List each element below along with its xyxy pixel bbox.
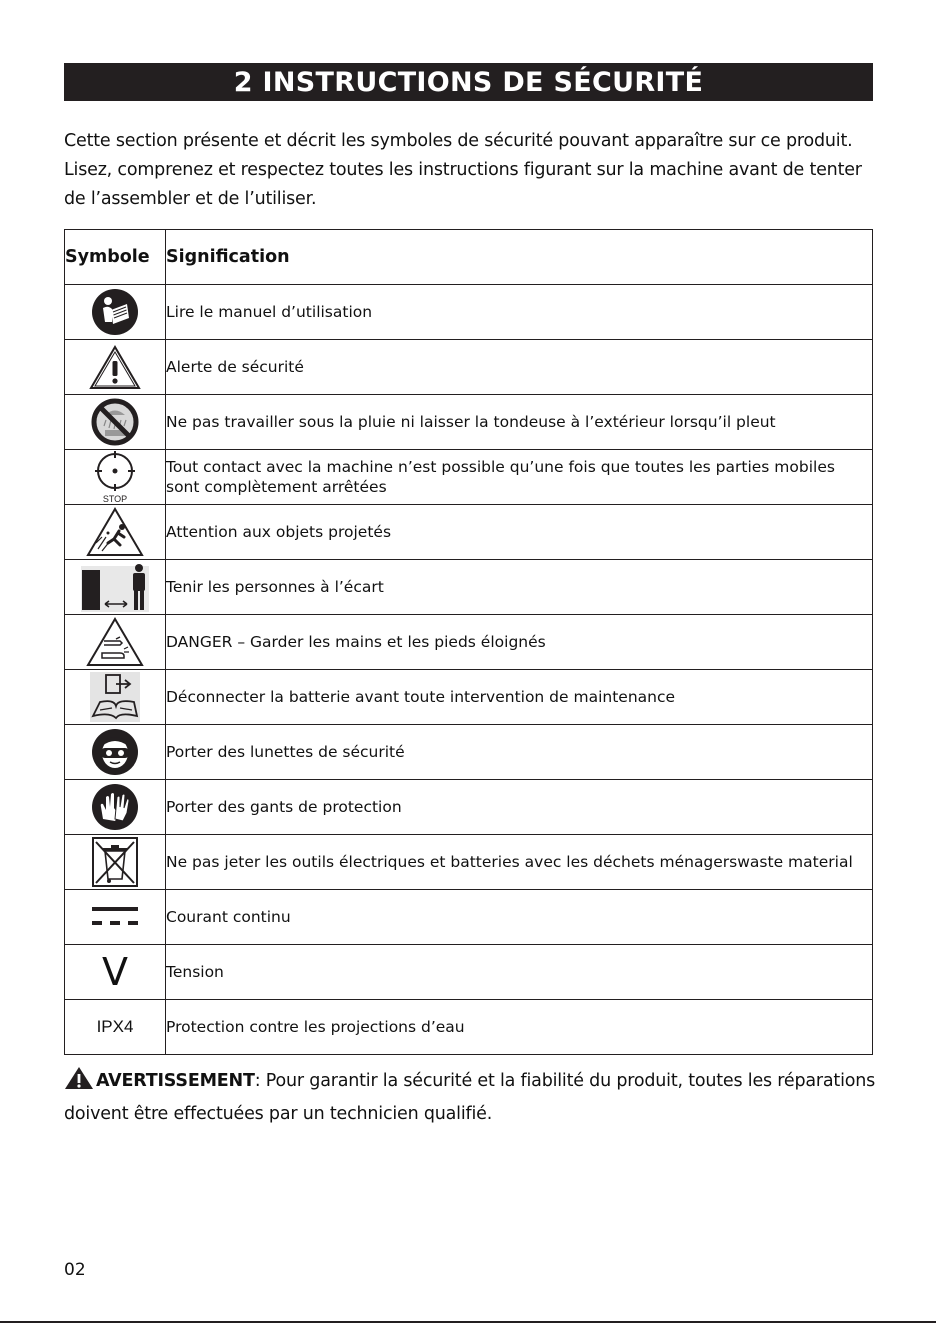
table-row: [65, 505, 873, 560]
symbol-cell: [65, 725, 166, 780]
symbol-cell: [65, 450, 166, 505]
weee-bin-icon: [92, 837, 138, 887]
meaning-cell: Protection contre les projections d’eau: [166, 1000, 873, 1055]
stop-blade-icon: [91, 450, 139, 504]
symbol-cell: [65, 505, 166, 560]
table-row: [65, 890, 873, 945]
meaning-cell: Ne pas travailler sous la pluie ni laisser la tondeuse à l’extérieur lorsqu’il pleut: [166, 395, 873, 450]
bottom-divider: [0, 1321, 936, 1323]
table-row: [65, 395, 873, 450]
table-row: [65, 340, 873, 395]
table-row: [65, 945, 873, 1000]
read-manual-icon: [91, 288, 139, 336]
direct-current-icon: [91, 903, 139, 931]
table-row: [65, 670, 873, 725]
keep-distance-icon: [81, 562, 149, 612]
header-symbol: Symbole: [65, 230, 166, 285]
thrown-objects-icon: [86, 507, 144, 557]
meaning-cell: Déconnecter la batterie avant toute intervention de maintenance: [166, 670, 873, 725]
meaning-cell: Alerte de sécurité: [166, 340, 873, 395]
hands-feet-danger-icon: [86, 617, 144, 667]
meaning-cell: Attention aux objets projetés: [166, 505, 873, 560]
ipx4-label: IPX4: [96, 1017, 134, 1036]
header-meaning: Signification: [166, 230, 873, 285]
page-number: 02: [64, 1260, 86, 1280]
protective-gloves-icon: [91, 783, 139, 831]
symbol-cell: [65, 615, 166, 670]
warning-separator: :: [254, 1071, 261, 1091]
table-row: [65, 285, 873, 340]
symbol-cell: [65, 670, 166, 725]
table-header-row: [65, 230, 873, 285]
safety-alert-icon: [89, 344, 141, 390]
symbol-cell: [65, 285, 166, 340]
meaning-cell: Tenir les personnes à l’écart: [166, 560, 873, 615]
safety-symbols-table: [64, 229, 873, 1055]
symbol-cell: [65, 835, 166, 890]
voltage-icon: V: [102, 950, 128, 994]
table-row: [65, 780, 873, 835]
table-row: [65, 835, 873, 890]
warning-text: Pour garantir la sécurité et la fiabilité du produit, toutes les réparations doivent être effectuées par un technicien qualifié.: [64, 1071, 876, 1124]
warning-triangle-icon: [64, 1066, 94, 1100]
table-row: [65, 615, 873, 670]
warning-label: AVERTISSEMENT: [96, 1071, 255, 1091]
symbol-cell: [65, 780, 166, 835]
table-row: [65, 450, 873, 505]
stop-label: STOP: [102, 494, 128, 504]
no-rain-icon: [91, 398, 139, 446]
meaning-cell: Tout contact avec la machine n’est possible qu’une fois que toutes les parties mobiles sont complètement arrêtées: [166, 450, 873, 505]
section-title: 2 INSTRUCTIONS DE SÉCURITÉ: [64, 63, 873, 101]
symbol-cell: [65, 945, 166, 1000]
meaning-cell: Lire le manuel d’utilisation: [166, 285, 873, 340]
table-row: [65, 560, 873, 615]
meaning-cell: DANGER – Garder les mains et les pieds éloignés: [166, 615, 873, 670]
meaning-cell: Ne pas jeter les outils électriques et batteries avec les déchets ménagerswaste material: [166, 835, 873, 890]
symbol-cell: [65, 560, 166, 615]
meaning-cell: Courant continu: [166, 890, 873, 945]
safety-glasses-icon: [91, 728, 139, 776]
meaning-cell: Tension: [166, 945, 873, 1000]
meaning-cell: Porter des lunettes de sécurité: [166, 725, 873, 780]
table-row: [65, 725, 873, 780]
intro-paragraph: Cette section présente et décrit les symboles de sécurité pouvant apparaître sur ce produit. Lisez, comprenez et respectez toutes les instructions figurant sur la machine avant de tenter de l’assembler et de l’utiliser.: [64, 131, 862, 209]
symbol-cell: [65, 890, 166, 945]
symbol-cell: [65, 395, 166, 450]
table-row: [65, 1000, 873, 1055]
symbol-cell: [65, 340, 166, 395]
warning-paragraph: [64, 1066, 876, 1129]
meaning-cell: Porter des gants de protection: [166, 780, 873, 835]
disconnect-battery-icon: [90, 672, 140, 722]
symbol-cell: [65, 1000, 166, 1055]
